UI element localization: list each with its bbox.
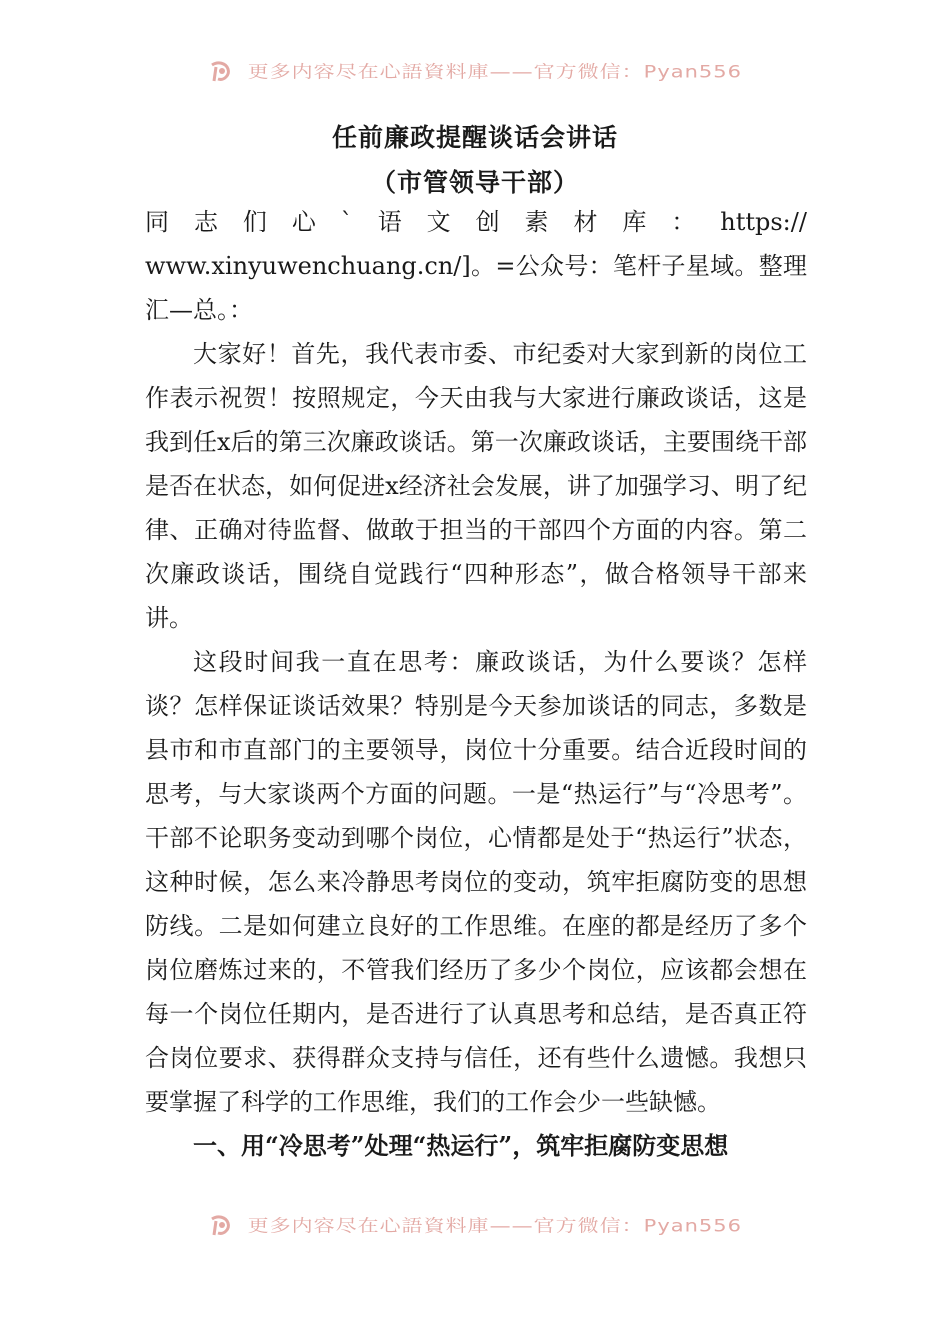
paragraph-2: 这段时间我一直在思考：廉政谈话，为什么要谈？怎样谈？怎样保证谈话效果？特别是今天参加谈话的同志，多数是县市和市直部门的主要领导，岗位十分重要。结合近段时间的思考，与大家谈两个方面的问题。一是“热运行”与“冷思考”。干部不论职务变动到哪个岗位，心情都是处于“热运行”状态，这种时候，怎么来冷静思考岗位的变动，筑牢拒腐防变的思想防线。二是如何建立良好的工作思维。在座的都是经历了多个岗位磨炼过来的，不管我们经历了多少个岗位，应该都会想在每一个岗位任期内，是否进行了认真思考和总结，是否真正符合岗位要求、获得群众支持与信任，还有些什么遗憾。我想只要掌握了科学的工作思维，我们的工作会少一些缺憾。: [145, 648, 807, 1116]
watermark-logo-icon: [208, 59, 234, 85]
source-char: 们: [242, 208, 267, 236]
document-subtitle: （市管领导干部）: [370, 168, 579, 197]
source-url-start: https://: [720, 208, 807, 236]
source-char: 志: [193, 208, 218, 236]
source-char: 创: [475, 208, 500, 236]
source-char: `: [340, 208, 353, 236]
paragraph-1: 大家好！首先，我代表市委、市纪委对大家到新的岗位工作表示祝贺！按照规定，今天由我与大家进行廉政谈话，这是我到任x后的第三次廉政谈话。第一次廉政谈话，主要围绕干部是否在状态，如何促进x经济社会发展，讲了加强学习、明了纪律、正确对待监督、做敢于担当的干部四个方面的内容。第二次廉政谈话，围绕自觉践行“四种形态”，做合格领导干部来讲。: [145, 340, 807, 632]
watermark-footer: [0, 1210, 950, 1240]
source-char: 同: [145, 208, 169, 236]
watermark-text: 更多内容尽在心語資料庫——官方微信：Pyan556: [247, 62, 743, 82]
source-line: [145, 200, 807, 244]
source-char: 材: [573, 208, 598, 236]
source-line-rest: www.xinyuwenchuang.cn/]。=公众号：笔杆子星域。整理汇—总。：: [145, 252, 807, 324]
source-char: 心: [291, 208, 316, 236]
watermark-header: [0, 56, 950, 86]
document-title: 任前廉政提醒谈话会讲话: [331, 123, 618, 152]
source-char: 素: [524, 208, 549, 236]
watermark-logo-icon: [208, 1213, 234, 1239]
source-char: 库: [622, 208, 647, 236]
watermark-text: 更多内容尽在心語資料庫——官方微信：Pyan556: [247, 1216, 743, 1236]
source-char: ：: [671, 208, 696, 236]
document-body: [145, 200, 807, 1168]
section-heading: 一、用“冷思考”处理“热运行”，筑牢拒腐防变思想: [193, 1131, 729, 1160]
source-char: 文: [426, 208, 451, 236]
source-char: 语: [377, 208, 402, 236]
